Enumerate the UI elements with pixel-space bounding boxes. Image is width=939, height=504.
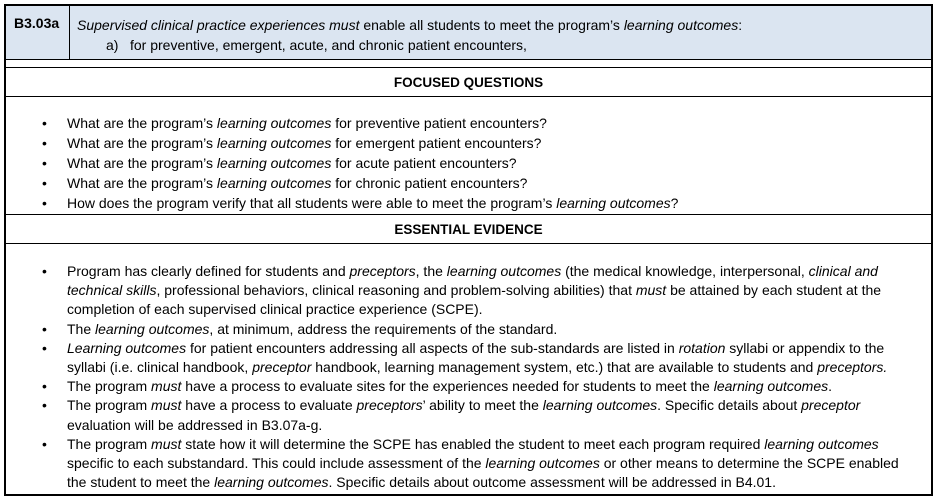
bullet-icon: • — [42, 378, 47, 395]
standard-sub-item — [77, 35, 931, 55]
list-item-text-run: preceptor — [801, 397, 861, 414]
standard-header-row — [6, 6, 931, 60]
list-item-text-run: learning outcomes — [446, 263, 562, 279]
standard-statement-run: must — [329, 17, 360, 33]
essential-evidence-title: ESSENTIAL EVIDENCE — [6, 214, 931, 244]
list-item-text-run: for patient encounters addressing all aspects of the sub-standards are listed in — [186, 339, 679, 356]
list-item — [6, 153, 931, 173]
bullet-icon: • — [42, 175, 47, 191]
list-item-text-run: , the — [415, 263, 447, 279]
list-item-text-run: preceptors. — [817, 359, 888, 376]
list-item-text-run: must — [151, 435, 182, 452]
list-item-text-run: What are the program’s — [67, 155, 217, 171]
list-item-text-run: (the medical knowledge, interpersonal, — [561, 263, 809, 279]
bullet-icon: • — [42, 155, 47, 171]
standard-table — [4, 4, 933, 496]
list-item-text-run: learning outcomes — [216, 155, 332, 171]
bullet-icon: • — [42, 195, 47, 211]
list-item-text-run: state how it will determine the SCPE has enabled the student to meet each program required — [181, 435, 765, 452]
list-item-text-run: learning outcomes — [713, 378, 829, 395]
list-item-text-run: The program — [67, 397, 152, 414]
bullet-icon: • — [42, 397, 47, 414]
list-item-text-run: What are the program’s — [67, 175, 217, 191]
list-item-text-run: . Specific details about — [657, 397, 802, 414]
list-item-text-run: ? — [670, 195, 679, 211]
list-item-text-run: handbook, learning management system, etc.) that are available to students and — [311, 359, 818, 376]
standard-id: B3.03a — [6, 6, 70, 59]
list-item-text-run: learning outcomes — [485, 455, 600, 472]
list-item-text-run: evaluation will be addressed in B3.07a-g. — [67, 416, 323, 433]
list-item-text-run: The program — [67, 378, 152, 395]
essential-evidence-list-cell — [6, 253, 931, 494]
bullet-icon: • — [42, 115, 47, 131]
list-item-text-run: How does the program verify that all students were able to meet the program’s — [67, 195, 557, 211]
focused-questions-title: FOCUSED QUESTIONS — [6, 67, 931, 97]
list-item-text-run: The — [67, 320, 96, 337]
list-item-text-run: ’ ability to meet the — [422, 397, 543, 414]
list-item-text-run: learning outcomes — [214, 474, 329, 491]
focused-questions-list-cell — [6, 105, 931, 213]
bullet-icon: • — [42, 135, 47, 151]
list-item-text-run: or other means to determine the SCPE enabled the student to meet the — [67, 455, 899, 491]
bullet-icon: • — [42, 263, 47, 279]
focused-questions-list — [6, 113, 931, 213]
standard-statement-cell — [70, 6, 931, 59]
standard-statement-run: learning outcomes — [623, 17, 739, 33]
list-item — [6, 173, 931, 193]
list-item-text-run: preceptors — [356, 397, 423, 414]
list-item-text-run: Program has clearly defined for students and — [67, 263, 350, 279]
standard-statement-run: enable all students to meet the program’s — [359, 17, 624, 33]
list-item-text-run: . Specific details about outcome assessment will be addressed in B4.01. — [328, 474, 776, 491]
standard-statement-run: : — [738, 17, 743, 33]
standard-statement-run: Supervised clinical practice experiences — [77, 17, 330, 33]
bullet-icon: • — [42, 320, 47, 337]
list-item-text-run: must — [635, 282, 667, 299]
essential-evidence-list — [6, 262, 931, 492]
list-item-text-run: learning outcomes — [95, 320, 210, 337]
list-item-text-run: The program — [67, 435, 152, 452]
list-item-text-run: for preventive patient encounters? — [331, 115, 547, 131]
list-item — [6, 339, 931, 377]
list-item — [6, 435, 931, 493]
list-item-text-run: be attained by each student at the completion of each supervised clinical practice experience (SCPE). — [67, 282, 882, 318]
list-item — [6, 377, 931, 396]
list-item-text-run: learning outcomes — [216, 115, 332, 131]
list-item — [6, 133, 931, 153]
list-item-text-run: , professional behaviors, clinical reasoning and problem-solving abilities) that — [156, 282, 636, 299]
list-item-text-run: have a process to evaluate sites for the experiences needed for students to meet the — [181, 378, 714, 395]
list-item-text-run: must — [151, 378, 182, 395]
list-item-text-run: , at minimum, address the requirements of the standard. — [209, 320, 558, 337]
list-item-text-run: for acute patient encounters? — [331, 155, 517, 171]
list-item-text-run: learning outcomes — [216, 135, 332, 151]
list-item-text-run: learning outcomes — [216, 175, 332, 191]
list-item-text-run: learning outcomes — [764, 435, 879, 452]
list-item-text-run: clinical and technical skills — [67, 263, 878, 299]
list-item-text-run: preceptors — [349, 263, 416, 279]
standard-statement — [77, 15, 931, 35]
list-item-text-run: preceptor — [252, 359, 312, 376]
bullet-icon: • — [42, 435, 47, 452]
list-item-text-run: Learning outcomes — [67, 339, 187, 356]
sub-item-label: a) — [106, 37, 119, 53]
list-item-text-run: What are the program’s — [67, 115, 217, 131]
list-item-text-run: syllabi or appendix to the syllabi (i.e. clinical handbook, — [67, 339, 885, 376]
list-item-text-run: must — [151, 397, 182, 414]
list-item-text-run: . — [828, 378, 833, 395]
sub-item-text: for preventive, emergent, acute, and chronic patient encounters, — [130, 37, 527, 53]
list-item-text-run: specific to each substandard. This could include assessment of the — [67, 455, 486, 472]
list-item-text-run: learning outcomes — [542, 397, 658, 414]
bullet-icon: • — [42, 339, 47, 356]
list-item-text-run: rotation — [678, 339, 726, 356]
list-item-text-run: for chronic patient encounters? — [331, 175, 528, 191]
list-item-text-run: for emergent patient encounters? — [331, 135, 542, 151]
list-item — [6, 396, 931, 434]
list-item-text-run: What are the program’s — [67, 135, 217, 151]
list-item — [6, 320, 931, 339]
list-item-text-run: learning outcomes — [556, 195, 671, 211]
list-item — [6, 262, 931, 320]
list-item-text-run: have a process to evaluate — [181, 397, 357, 414]
list-item — [6, 113, 931, 133]
list-item — [6, 193, 931, 213]
